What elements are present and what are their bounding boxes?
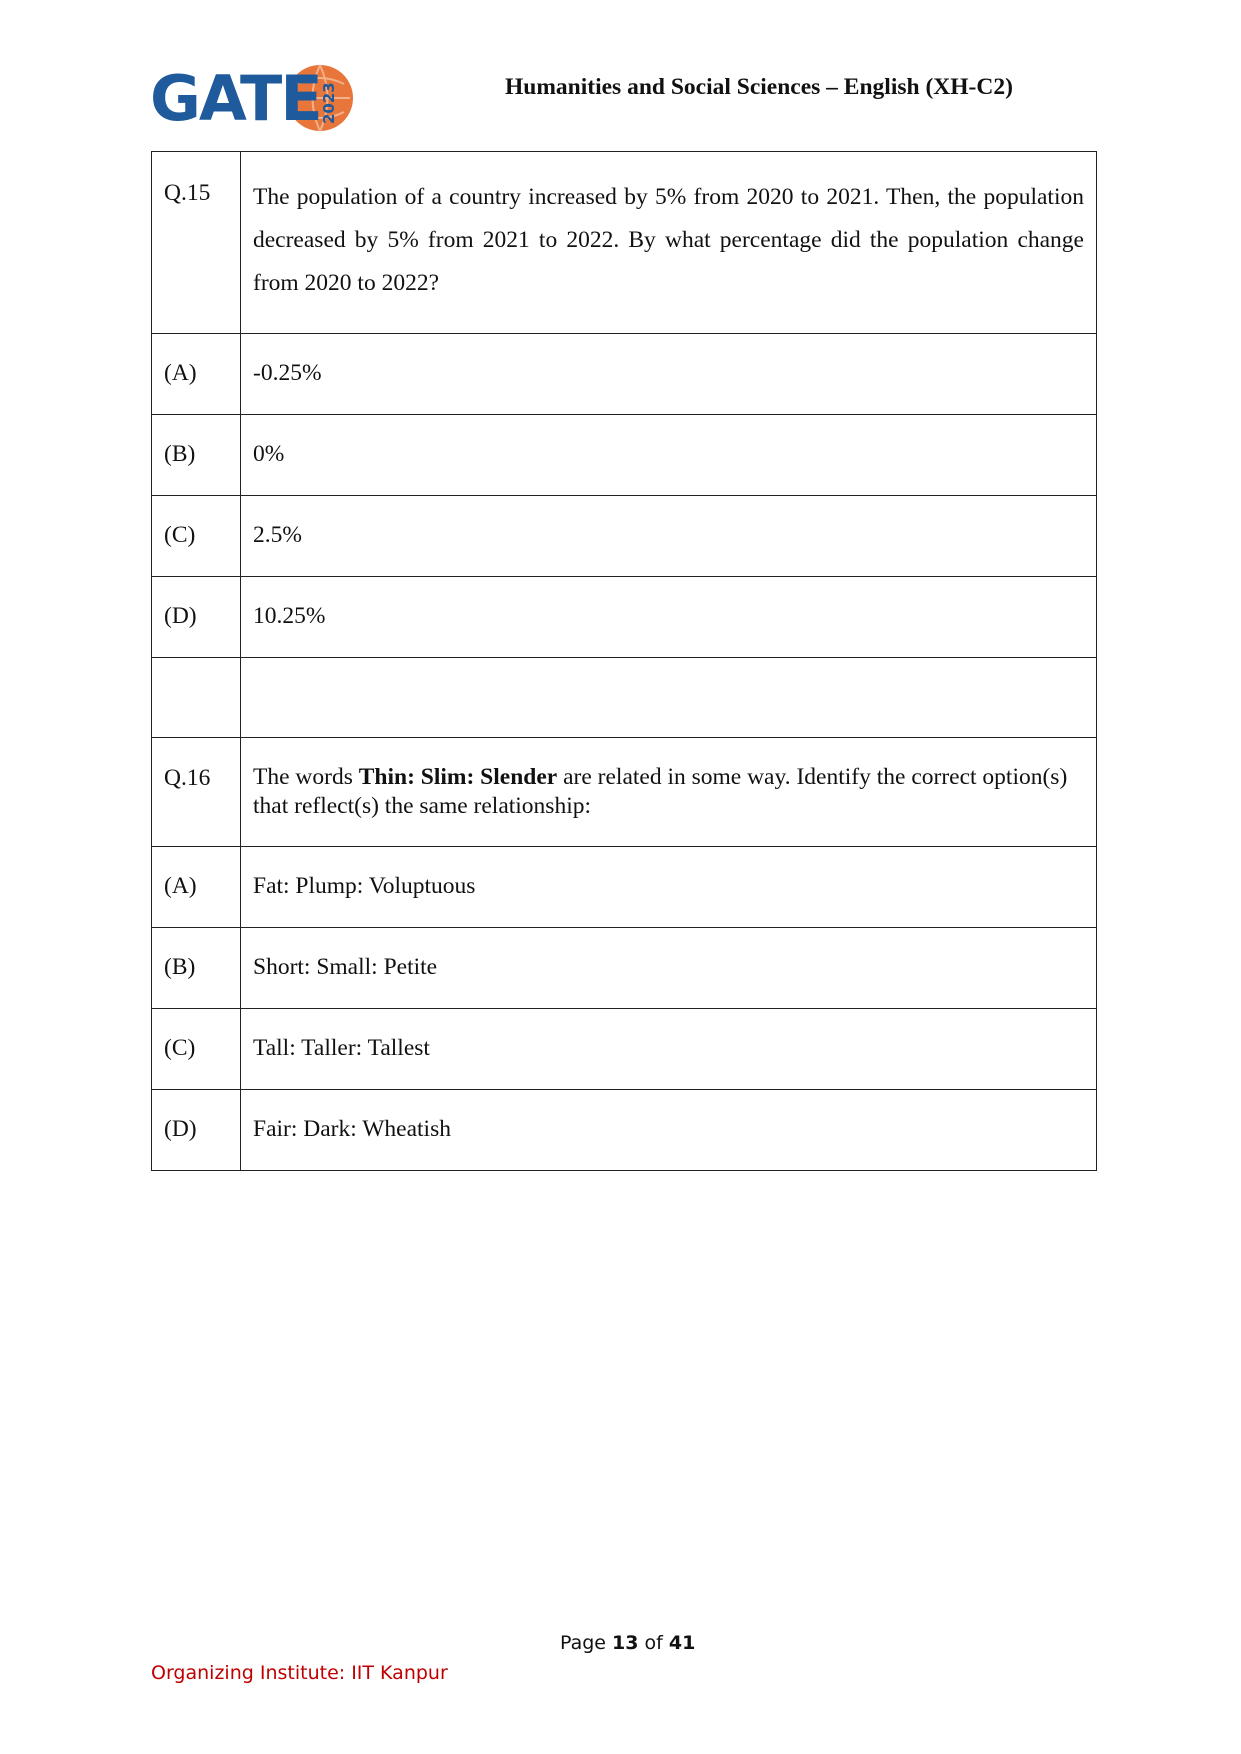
total-pages: 41 bbox=[668, 1632, 696, 1654]
option-label: (D) bbox=[152, 577, 241, 658]
table-row bbox=[152, 1090, 1097, 1171]
table-row bbox=[152, 847, 1097, 928]
table-row bbox=[152, 334, 1097, 415]
organizing-institute: Organizing Institute: IIT Kanpur bbox=[151, 1662, 448, 1684]
page-number: Page 13 of 41 bbox=[560, 1632, 696, 1654]
option-label: (C) bbox=[152, 496, 241, 577]
logo-text: GATE bbox=[150, 62, 321, 135]
option-text: -0.25% bbox=[241, 334, 1097, 415]
current-page: 13 bbox=[612, 1632, 639, 1654]
question-text-end: are related in some way. Identify the correct option(s) that reflect(s) the same relationship: bbox=[253, 764, 1068, 819]
table-row bbox=[152, 496, 1097, 577]
option-label: (A) bbox=[152, 847, 241, 928]
question-text: The population of a country increased by 5% from 2020 to 2021. Then, the population decreased by 5% from 2021 to 2022. By what percentage did the population change from 2020 to 2022? bbox=[241, 152, 1097, 334]
page-title: Humanities and Social Sciences – English (XH-C2) bbox=[505, 74, 1013, 100]
question-number: Q.15 bbox=[152, 152, 241, 334]
gate-logo-graphic bbox=[150, 58, 360, 140]
question-text-bold: Thin: Slim: Slender bbox=[358, 764, 558, 790]
table-row bbox=[152, 928, 1097, 1009]
question-number: Q.16 bbox=[152, 738, 241, 847]
option-label: (C) bbox=[152, 1009, 241, 1090]
option-label: (B) bbox=[152, 928, 241, 1009]
table-row bbox=[152, 577, 1097, 658]
option-text: Fat: Plump: Voluptuous bbox=[241, 847, 1097, 928]
option-text: Fair: Dark: Wheatish bbox=[241, 1090, 1097, 1171]
questions-table bbox=[151, 151, 1097, 1171]
option-text: 10.25% bbox=[241, 577, 1097, 658]
option-text: Short: Small: Petite bbox=[241, 928, 1097, 1009]
question-text bbox=[241, 738, 1097, 847]
option-label: (A) bbox=[152, 334, 241, 415]
table-row bbox=[152, 415, 1097, 496]
table-row-spacer bbox=[152, 658, 1097, 738]
table-row bbox=[152, 1009, 1097, 1090]
logo-year: 2023 bbox=[320, 82, 338, 124]
table-row bbox=[152, 738, 1097, 847]
option-label: (B) bbox=[152, 415, 241, 496]
option-text: 2.5% bbox=[241, 496, 1097, 577]
table-row bbox=[152, 152, 1097, 334]
gate-2023-logo bbox=[150, 58, 360, 140]
option-text: Tall: Taller: Tallest bbox=[241, 1009, 1097, 1090]
option-text: 0% bbox=[241, 415, 1097, 496]
question-text-start: The words bbox=[253, 764, 359, 790]
option-label: (D) bbox=[152, 1090, 241, 1171]
